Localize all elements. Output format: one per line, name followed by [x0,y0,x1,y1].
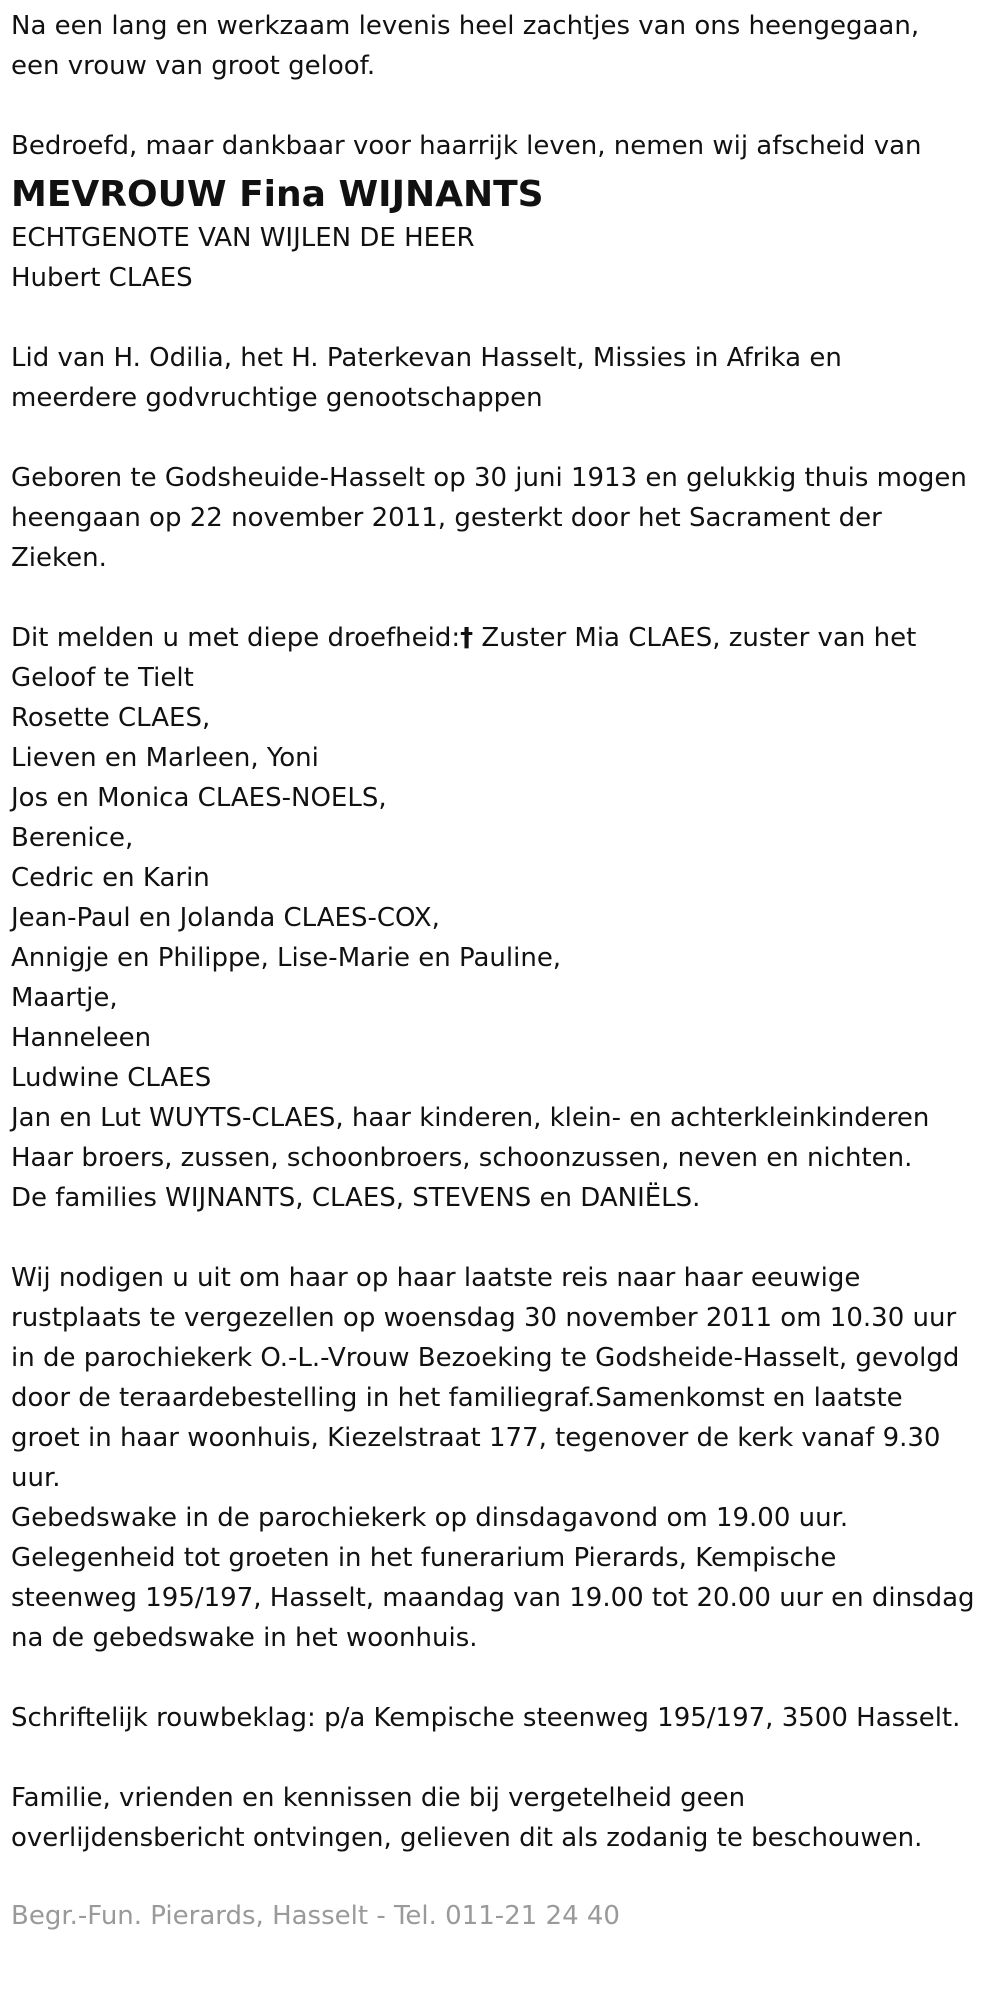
spacer [11,418,990,458]
spacer [11,1218,990,1258]
funeral-line: Gebedswake in de parochiekerk op dinsdagavond om 19.00 uur. [11,1503,849,1533]
mourner-line: Jan en Lut WUYTS-CLAES, haar kinderen, klein- en achterkleinkinderen [11,1103,930,1133]
birth-death-line: heengaan op 22 november 2011, gesterkt door het Sacrament der [11,503,882,533]
funeral-line: steenweg 195/197, Hasselt, maandag van 19.00 tot 20.00 uur en dinsdag [11,1583,975,1613]
mourner-line: Cedric en Karin [11,863,210,893]
membership-line: Lid van H. Odilia, het H. Paterkevan Hasselt, Missies in Afrika en [11,343,842,373]
mourners-intro: Dit melden u met diepe droefheid: [11,623,461,653]
funeral-line: na de gebedswake in het woonhuis. [11,1623,478,1653]
membership-line: meerdere godvruchtige genootschappen [11,383,543,413]
mourner-line: Jos en Monica CLAES-NOELS, [11,783,387,813]
birth-death-line: Geboren te Godsheuide-Hasselt op 30 juni 1913 en gelukkig thuis mogen [11,463,967,493]
funeral-line: groet in haar woonhuis, Kiezelstraat 177, tegenover de kerk vanaf 9.30 [11,1423,941,1453]
mourner-line: Jean-Paul en Jolanda CLAES-COX, [11,903,440,933]
notice-line: Familie, vrienden en kennissen die bij vergetelheid geen [11,1783,746,1813]
deceased-relation: ECHTGENOTE VAN WIJLEN DE HEER [11,223,475,253]
mourner-line: De families WIJNANTS, CLAES, STEVENS en DANIËLS. [11,1183,701,1213]
mourner-line: Berenice, [11,823,134,853]
mourner-line: Annigje en Philippe, Lise-Marie en Pauline, [11,943,562,973]
funeral-line: Wij nodigen u uit om haar op haar laatste reis naar haar eeuwige [11,1263,861,1293]
mourners-intro-line [11,618,990,658]
mourner-first: Zuster Mia CLAES, zuster van het [473,623,917,653]
mourner-line: Maartje, [11,983,118,1013]
mourner-line: Geloof te Tielt [11,663,194,693]
spacer [11,86,990,126]
intro-line: Na een lang en werkzaam levenis heel zachtjes van ons heengegaan, [11,11,920,41]
funeral-line: door de teraardebestelling in het familiegraf.Samenkomst en laatste [11,1383,903,1413]
intro-line: een vrouw van groot geloof. [11,51,376,81]
mourner-line: Haar broers, zussen, schoonbroers, schoonzussen, neven en nichten. [11,1143,913,1173]
spacer [11,1658,990,1698]
mourner-line: Rosette CLAES, [11,703,211,733]
mourner-line: Lieven en Marleen, Yoni [11,743,319,773]
funeral-line: rustplaats te vergezellen op woensdag 30 november 2011 om 10.30 uur [11,1303,957,1333]
spacer [11,578,990,618]
deceased-spouse: Hubert CLAES [11,263,193,293]
mourner-line: Ludwine CLAES [11,1063,212,1093]
cross-icon: † [460,623,474,653]
birth-death-line: Zieken. [11,543,107,573]
mourner-line: Hanneleen [11,1023,152,1053]
condolences-line: Schriftelijk rouwbeklag: p/a Kempische steenweg 195/197, 3500 Hasselt. [11,1703,961,1733]
funeral-line: Gelegenheid tot groeten in het funerarium Pierards, Kempische [11,1543,837,1573]
notice-line: overlijdensbericht ontvingen, gelieven dit als zodanig te beschouwen. [11,1823,923,1853]
deceased-name: MEVROUW Fina WIJNANTS [11,174,544,215]
spacer [11,1738,990,1778]
funeral-home-footer: Begr.-Fun. Pierards, Hasselt - Tel. 011-21 24 40 [11,1901,620,1931]
intro-line: Bedroefd, maar dankbaar voor haarrijk leven, nemen wij afscheid van [11,131,922,161]
spacer [11,298,990,338]
funeral-line: uur. [11,1463,61,1493]
funeral-line: in de parochiekerk O.-L.-Vrouw Bezoeking te Godsheide-Hasselt, gevolgd [11,1343,960,1373]
